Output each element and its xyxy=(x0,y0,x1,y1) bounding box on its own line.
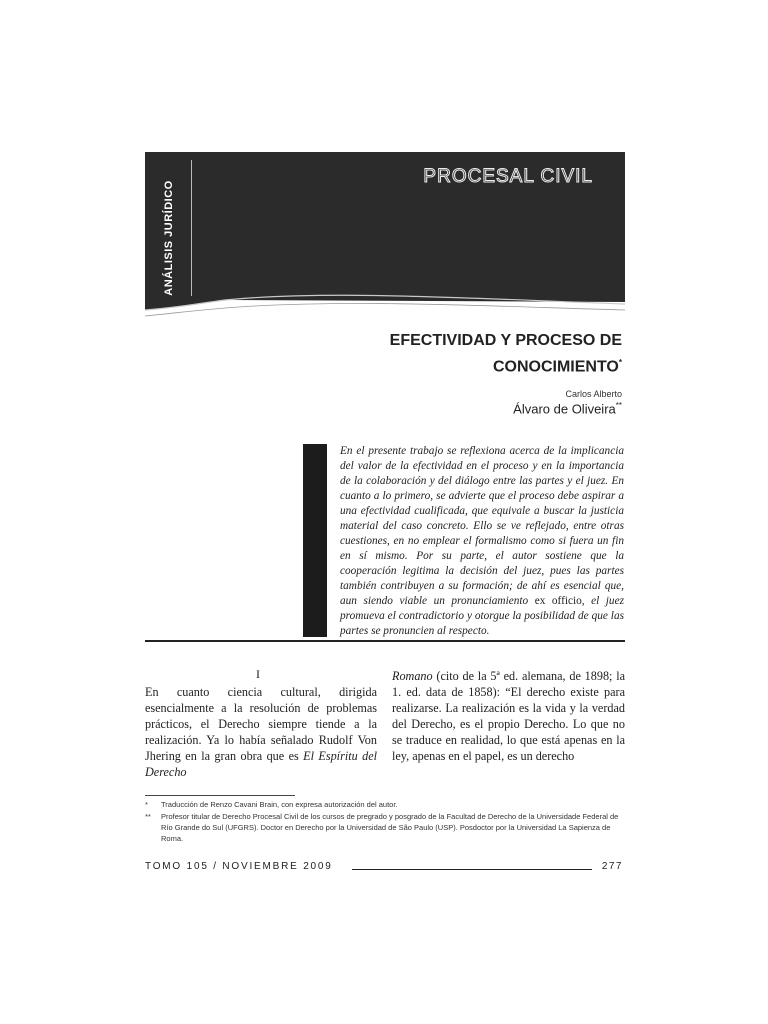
abstract-bar xyxy=(303,444,327,637)
footnote-2-mark: ** xyxy=(145,812,151,821)
footnote-2 xyxy=(145,811,625,844)
footnote-1-mark: * xyxy=(145,800,148,809)
article-title xyxy=(390,330,622,378)
abstract xyxy=(340,444,624,639)
footer-rule xyxy=(352,869,592,870)
author-surname: Álvaro de Oliveira xyxy=(513,401,616,417)
body-column-right xyxy=(392,668,625,764)
footnote-2-text: Profesor titular de Derecho Procesal Civil de los cursos de pregrado y posgrado de la Facultad de Derecho de la Universidade Federal de Río Grande do Sul (UFGRS). Doctor en Derecho por la Universidad de São Paulo (USP). Posdoctor por la Universidad La Sapienza de Roma. xyxy=(161,812,619,843)
author-family-name xyxy=(513,401,622,416)
section-number: I xyxy=(256,667,260,681)
page-number: 277 xyxy=(601,861,623,872)
abstract-ex-officio: ex officio xyxy=(534,595,582,607)
author-given-name: Carlos Alberto xyxy=(565,389,622,399)
article-title-line-2: CONOCIMIENTO xyxy=(492,358,619,376)
abstract-text-2: , el juez promueva el contradictorio y otorgue la posibilidad de que las partes se pronuncien al respecto. xyxy=(340,595,624,637)
body-left-text: En cuanto ciencia cultural, dirigida esencialmente a la resolución de problemas prácticos, el Derecho siempre tiende a la realización. Ya lo había señalado Rudolf Von Jhering en la gran obra que es xyxy=(145,685,377,763)
footnote-rule xyxy=(145,795,295,796)
section-title: PROCESAL CIVIL xyxy=(423,166,593,187)
body-right-text: (cito de la 5ª ed. alemana, de 1898; la 1. ed. data de 1858): “El derecho existe para realizarse. La realización es la vida y la verdad del Derecho, es el propio Derecho. Lo que no se traduce en realidad, lo que está apenas en la ley, apenas en el papel, es un derecho xyxy=(392,669,625,763)
body-column-left xyxy=(145,684,377,780)
footnote-1-text: Traducción de Renzo Cavani Brain, con expresa autorización del autor. xyxy=(161,800,398,809)
journal-section-label: ANÁLISIS JURÍDICO xyxy=(163,180,175,296)
author-footnote-mark: ** xyxy=(615,401,622,410)
section-banner xyxy=(145,152,625,324)
body-left-italic: El Espíritu del Derecho xyxy=(145,749,377,779)
title-footnote-mark: * xyxy=(618,358,622,367)
abstract-text-1: En el presente trabajo se reflexiona acerca de la implicancia del valor de la efectividad en el proceso y en la importancia de la colaboración y del diálogo entre las partes y el juez. En cuanto a lo primero, se advierte que el proceso debe aspirar a una efectividad cualificada, que equivale a buscar la justicia material del caso concreto. Ello se ve reflejado, entre otras cuestiones, en no emplear el formalismo como si fuera un fin en sí mismo. Por su parte, el autor sostiene que la cooperación legitima la decisión del juez, pues las partes también contribuyen a su formación; de ahí es esencial que, aun siendo viable un pronunciamiento xyxy=(340,445,624,607)
footnote-1 xyxy=(145,799,625,810)
banner-wave-decoration xyxy=(145,264,625,324)
body-right-italic: Romano xyxy=(392,669,433,683)
footer-issue: TOMO 105 / NOVIEMBRE 2009 xyxy=(145,861,333,872)
abstract-divider xyxy=(145,640,625,642)
article-title-line-1: EFECTIVIDAD Y PROCESO DE xyxy=(389,332,622,349)
